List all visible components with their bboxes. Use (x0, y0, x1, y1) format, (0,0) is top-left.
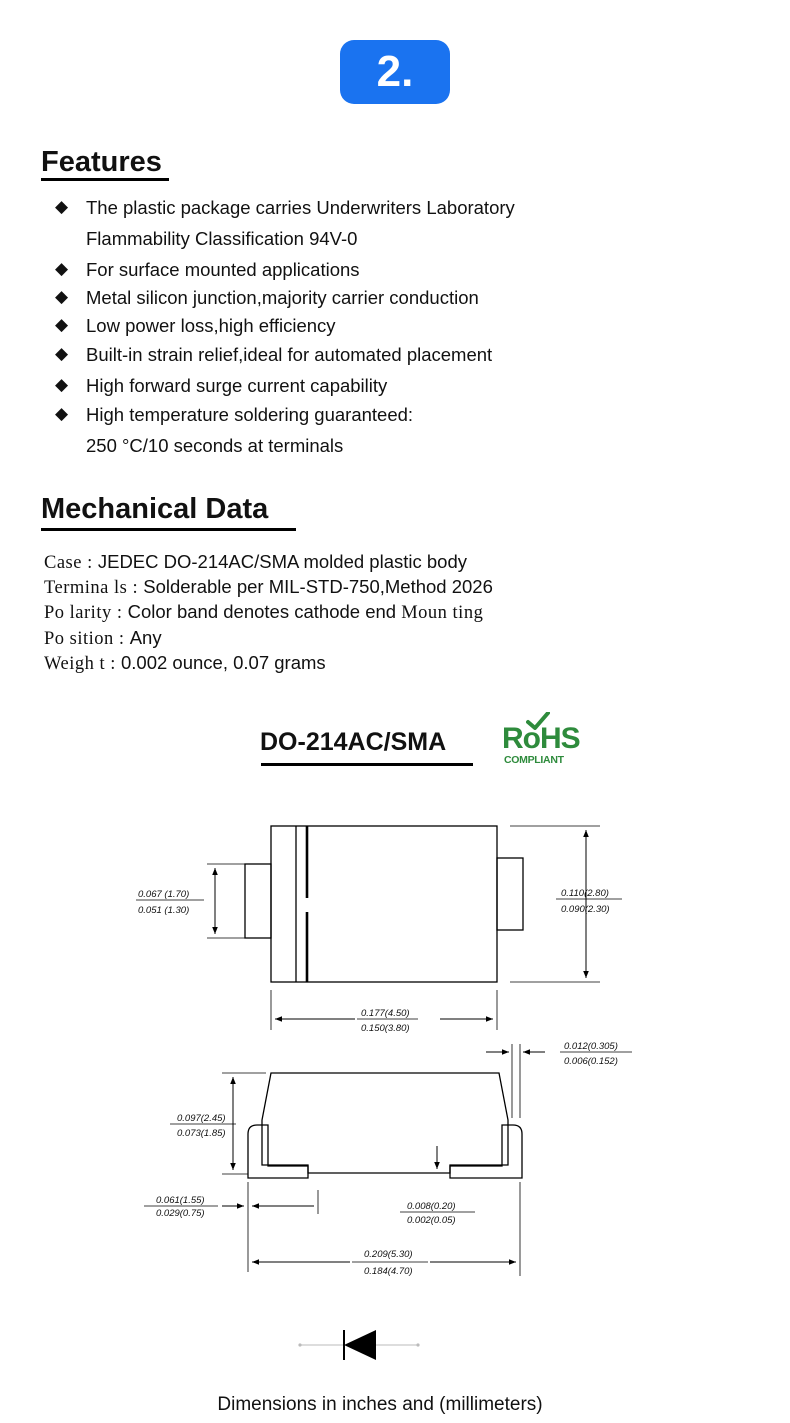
top-view (136, 826, 622, 1030)
feature-text: 250 °C/10 seconds at terminals (86, 435, 344, 456)
body-width-min: 0.090(2.30) (561, 904, 610, 915)
diamond-bullet-icon: ◆ (55, 315, 69, 334)
mechanical-value: Any (129, 627, 162, 648)
mechanical-label-tail: Moun ting (401, 603, 484, 623)
diamond-bullet-icon: ◆ (55, 197, 69, 216)
mechanical-separator: : (127, 578, 144, 598)
mechanical-value: 0.002 ounce, 0.07 grams (121, 652, 326, 673)
overall-length-max: 0.209(5.30) (364, 1249, 413, 1260)
standoff-min: 0.002(0.05) (407, 1215, 456, 1226)
features-heading: Features (41, 146, 162, 178)
body-width-max: 0.110(2.80) (561, 888, 609, 899)
body-length-min: 0.150(3.80) (361, 1023, 410, 1034)
body-height-min: 0.073(1.85) (177, 1128, 226, 1139)
feature-text: Metal silicon junction,majority carrier conduction (86, 287, 479, 308)
lead-length-min: 0.029(0.75) (156, 1208, 205, 1219)
mechanical-value: Solderable per MIL-STD-750,Method 2026 (143, 576, 493, 597)
mechanical-label: Weigh t (44, 654, 106, 674)
mechanical-separator: : (111, 603, 128, 623)
overall-length-min: 0.184(4.70) (364, 1266, 413, 1277)
mechanical-label: Po sition (44, 629, 114, 649)
standoff-max: 0.008(0.20) (407, 1201, 456, 1212)
lead-thickness-min: 0.006(0.152) (564, 1056, 618, 1067)
lead-length-max: 0.061(1.55) (156, 1195, 205, 1206)
mechanical-separator: : (113, 629, 130, 649)
pad-height-max: 0.067 (1.70) (138, 889, 190, 900)
diode-symbol-icon (298, 1330, 419, 1360)
right-lead (450, 1125, 522, 1178)
mechanical-label: Termina ls (44, 578, 128, 598)
lead-thickness-max: 0.012(0.305) (564, 1041, 618, 1052)
feature-text: Low power loss,high efficiency (86, 315, 336, 336)
rohs-compliant-text: COMPLIANT (504, 754, 564, 766)
dimensions-footnote: Dimensions in inches and (millimeters) (217, 1394, 543, 1415)
diamond-bullet-icon: ◆ (55, 404, 69, 423)
feature-text: High forward surge current capability (86, 375, 388, 396)
feature-text: Built-in strain relief,ideal for automated placement (86, 344, 493, 365)
mechanical-label: Case (44, 553, 82, 573)
mechanical-heading: Mechanical Data (41, 493, 269, 525)
body-height-max: 0.097(2.45) (177, 1113, 226, 1124)
pad-height-min: 0.051 (1.30) (138, 905, 190, 916)
mechanical-value: Color band denotes cathode end (127, 601, 402, 622)
top-view-body (271, 826, 497, 982)
feature-text: High temperature soldering guaranteed: (86, 404, 414, 425)
dimension-labels (138, 888, 618, 1277)
left-lead (248, 1125, 308, 1178)
left-pad (245, 864, 271, 938)
diamond-bullet-icon: ◆ (55, 259, 69, 278)
feature-text: The plastic package carries Underwriters Laboratory (86, 197, 515, 218)
feature-text: For surface mounted applications (86, 259, 360, 280)
page-number-badge: 2. (340, 40, 450, 104)
mechanical-separator: : (81, 553, 98, 573)
diamond-bullet-icon: ◆ (55, 344, 69, 363)
feature-text: Flammability Classification 94V-0 (86, 228, 358, 249)
diamond-bullet-icon: ◆ (55, 375, 69, 394)
body-length-max: 0.177(4.50) (361, 1008, 410, 1019)
mechanical-value: JEDEC DO-214AC/SMA molded plastic body (97, 551, 467, 572)
mechanical-label: Po larity (44, 603, 112, 623)
side-view (144, 1044, 632, 1276)
right-pad (497, 858, 523, 930)
package-title: DO-214AC/SMA (260, 728, 447, 756)
diamond-bullet-icon: ◆ (55, 287, 69, 306)
side-view-body (262, 1073, 508, 1173)
rohs-text: RoHS (502, 722, 580, 755)
mechanical-separator: : (105, 654, 121, 674)
